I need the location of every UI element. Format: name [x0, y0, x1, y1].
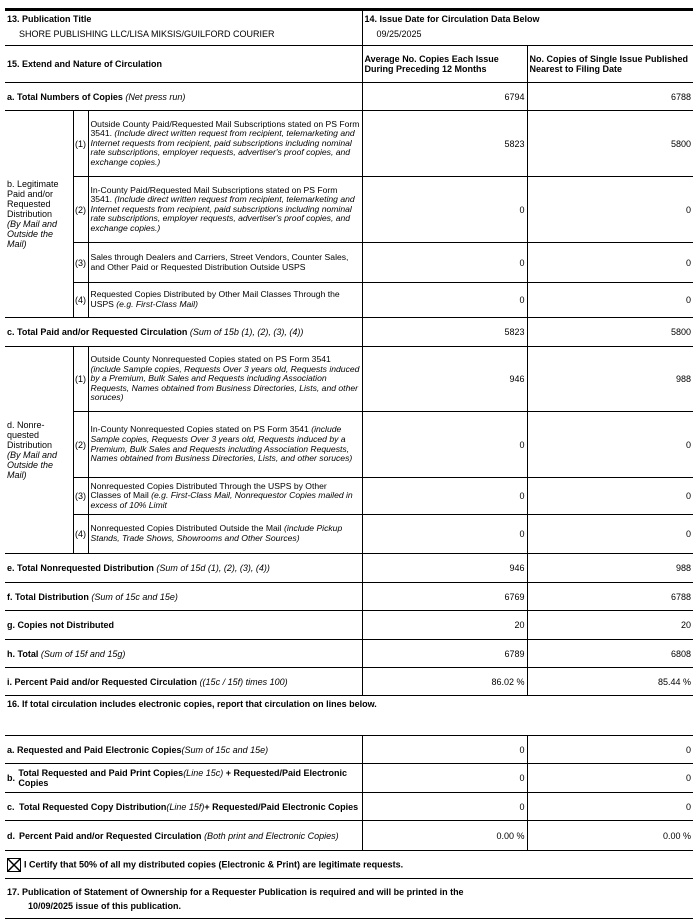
- row-d1: [5, 347, 693, 412]
- group-b-title: b. Legitimate Paid and/or Requested Distribution: [7, 179, 59, 219]
- row-d3-index: (3): [73, 478, 88, 515]
- row-16b-single: 0: [527, 764, 693, 793]
- row-16c-title: Total Requested Copy Distribution: [19, 801, 167, 812]
- row-16a-title: a. Requested and Paid Electronic Copies: [7, 744, 182, 755]
- group-d-note: (By Mail and Outside the Mail): [7, 450, 58, 480]
- row-b1-index: (1): [73, 111, 88, 177]
- row-16b-title2: + Requested/Paid Electronic Copies: [18, 768, 348, 788]
- row-d1-index: (1): [73, 347, 88, 412]
- row-d4-text: Nonrequested Copies Distributed Outside the Mail (include Pickup Stands, Trade Shows, Showrooms and Other Sources): [88, 515, 362, 554]
- row-i-title: i. Percent Paid and/or Requested Circulation: [7, 676, 198, 687]
- row-d2-index: (2): [73, 412, 88, 478]
- group-b-note: (By Mail and Outside the Mail): [7, 219, 58, 249]
- row-h-single: 6808: [527, 640, 693, 668]
- row-b1: [5, 111, 693, 177]
- section16-title-text: 16. If total circulation includes electronic copies, report that circulation on lines below.: [7, 699, 377, 709]
- row-e-label: [5, 554, 362, 583]
- section16-header-row: [5, 696, 693, 736]
- row-b1-avg: 5823: [362, 111, 527, 177]
- row-d2: [5, 412, 693, 478]
- section17-cell: [5, 879, 693, 919]
- row-d2-single: 0: [527, 412, 693, 478]
- section17-line1: 17. Publication of Statement of Ownership for a Requester Publication is required and will be printed in the: [7, 887, 464, 897]
- row-d1-single: 988: [527, 347, 693, 412]
- row-i-note: ((15c / 15f) times 100): [199, 676, 288, 687]
- section17-row: [5, 879, 693, 919]
- row-g: [5, 611, 693, 640]
- row-b2: [5, 177, 693, 243]
- checkbox-x-icon: [7, 858, 21, 872]
- row-h-label: [5, 640, 362, 668]
- row-h-title: h. Total: [7, 648, 39, 659]
- row-16c-title2: + Requested/Paid Electronic Copies: [204, 801, 359, 812]
- row-c-label: [5, 318, 362, 347]
- row-b2-text: In-County Paid/Requested Mail Subscriptions stated on PS Form 3541. (Include direct written request from recipient, telemarketing and Internet requests from recipient, paid subscriptions including nominal rate subscriptions, employer requests, advertiser's proof copies, and exchange copies.): [88, 177, 362, 243]
- row-g-avg: 20: [362, 611, 527, 640]
- row-16d-avg: 0.00 %: [362, 821, 527, 851]
- row-f: [5, 583, 693, 611]
- row-16b-letter: b.: [7, 773, 15, 783]
- row-i-label: [5, 668, 362, 696]
- row-16b-label: [5, 764, 362, 793]
- row-16a-single: 0: [527, 736, 693, 764]
- row-b4-single: 0: [527, 283, 693, 318]
- row-a-single: 6788: [527, 83, 693, 111]
- row-c: [5, 318, 693, 347]
- row-a-note: (Net press run): [125, 91, 186, 102]
- row-16c-single: 0: [527, 793, 693, 821]
- row-a: [5, 83, 693, 111]
- row-e-note: (Sum of 15d (1), (2), (3), (4)): [156, 563, 270, 573]
- row-16d-title: Percent Paid and/or Requested Circulation: [19, 830, 202, 841]
- row-i-avg: 86.02 %: [362, 668, 527, 696]
- row-b1-single: 5800: [527, 111, 693, 177]
- row-f-single: 6788: [527, 583, 693, 611]
- row-b4-index: (4): [73, 283, 88, 318]
- row-d2-avg: 0: [362, 412, 527, 478]
- extent-label: 15. Extend and Nature of Circulation: [5, 46, 362, 83]
- row-e-avg: 946: [362, 554, 527, 583]
- issue-date-cell: [362, 10, 693, 46]
- row-f-label: [5, 583, 362, 611]
- row-b2-avg: 0: [362, 177, 527, 243]
- row-d2-text: In-County Nonrequested Copies stated on PS Form 3541 (include Sample copies, Requests Over 3 years old, Requests induced by a Premium, Bulk Sales and Requests including Association Requests, Names obtained from Business Directories, Lists, and other soruces): [88, 412, 362, 478]
- row-b3: [5, 243, 693, 283]
- publication-title-label: 13. Publication Title: [7, 14, 92, 24]
- col-avg-header: Average No. Copies Each Issue During Preceding 12 Months: [362, 46, 527, 83]
- row-16d-label: [5, 821, 362, 851]
- row-16c: [5, 793, 693, 821]
- row-h: [5, 640, 693, 668]
- row-16d-note: (Both print and Electronic Copies): [204, 830, 339, 841]
- issue-date-value: 09/25/2025: [376, 29, 422, 39]
- row-h-avg: 6789: [362, 640, 527, 668]
- row-b4-avg: 0: [362, 283, 527, 318]
- group-d-label: [5, 347, 73, 554]
- row-b3-text: Sales through Dealers and Carriers, Street Vendors, Counter Sales, and Other Paid or Requested Distribution Outside USPS: [88, 243, 362, 283]
- row-b3-index: (3): [73, 243, 88, 283]
- row-i: [5, 668, 693, 696]
- row-b4-text: Requested Copies Distributed by Other Mail Classes Through the USPS (e.g. First-Class Mail): [88, 283, 362, 318]
- section16-title: [5, 696, 527, 736]
- row-a-avg: 6794: [362, 83, 527, 111]
- group-b-label: [5, 111, 73, 318]
- row-d1-text: Outside County Nonrequested Copies stated on PS Form 3541 (include Sample copies, Requests Over 3 years old, Requests induced by a Premium, Bulk Sales and Requests including Association Requests, Names obtained from Business Directories, Lists, and other soruces): [88, 347, 362, 412]
- row-16b-title: Total Requested and Paid Print Copies: [18, 768, 184, 778]
- row-16d: [5, 821, 693, 851]
- row-16c-note: (Line 15f): [166, 801, 205, 812]
- row-b2-single: 0: [527, 177, 693, 243]
- row-b4: [5, 283, 693, 318]
- row-b3-avg: 0: [362, 243, 527, 283]
- row-c-note: (Sum of 15b (1), (2), (3), (4)): [189, 327, 304, 337]
- row-d4: [5, 515, 693, 554]
- row-g-label: g. Copies not Distributed: [5, 611, 362, 640]
- row-f-note: (Sum of 15c and 15e): [91, 591, 178, 602]
- row-d3: [5, 478, 693, 515]
- row-16d-single: 0.00 %: [527, 821, 693, 851]
- row-f-avg: 6769: [362, 583, 527, 611]
- row-16c-avg: 0: [362, 793, 527, 821]
- row-16b-note: (Line 15c): [183, 768, 224, 778]
- row-a-title: a. Total Numbers of Copies: [7, 91, 123, 102]
- row-16a-avg: 0: [362, 736, 527, 764]
- row-d3-avg: 0: [362, 478, 527, 515]
- row-b1-text: Outside County Paid/Requested Mail Subscriptions stated on PS Form 3541. (Include direct written request from recipient, telemarketing and Internet requests from recipient, paid subscriptions including nominal rate subscriptions, employer requests, advertiser's proof copies, and exchange copies.): [88, 111, 362, 177]
- row-g-single: 20: [527, 611, 693, 640]
- row-h-note: (Sum of 15f and 15g): [40, 648, 126, 659]
- row-d4-index: (4): [73, 515, 88, 554]
- certify-text: I Certify that 50% of all my distributed copies (Electronic & Print) are legitimate requests.: [24, 858, 404, 869]
- row-i-single: 85.44 %: [527, 668, 693, 696]
- certify-row: [5, 851, 693, 879]
- publication-title-value: SHORE PUBLISHING LLC/LISA MIKSIS/GUILFORD COURIER: [19, 29, 275, 39]
- section16-blank: [527, 696, 693, 736]
- row-d3-single: 0: [527, 478, 693, 515]
- row-16b: [5, 764, 693, 793]
- row-16b-avg: 0: [362, 764, 527, 793]
- row-d4-avg: 0: [362, 515, 527, 554]
- row-a-label: [5, 83, 362, 111]
- row-e-title: e. Total Nonrequested Distribution: [7, 563, 154, 573]
- row-c-avg: 5823: [362, 318, 527, 347]
- row-16a: [5, 736, 693, 764]
- row-16c-label: [5, 793, 362, 821]
- row-e-single: 988: [527, 554, 693, 583]
- row-b3-single: 0: [527, 243, 693, 283]
- row-d1-avg: 946: [362, 347, 527, 412]
- row-f-title: f. Total Distribution: [7, 591, 89, 602]
- row-d4-single: 0: [527, 515, 693, 554]
- certify-checkbox[interactable]: [7, 858, 21, 872]
- publication-title-cell: [5, 10, 362, 46]
- issue-date-label: 14. Issue Date for Circulation Data Below: [364, 14, 540, 24]
- row-e: [5, 554, 693, 583]
- row-b2-index: (2): [73, 177, 88, 243]
- col-single-header: No. Copies of Single Issue Published Nearest to Filing Date: [527, 46, 693, 83]
- row-c-single: 5800: [527, 318, 693, 347]
- row-c-title: c. Total Paid and/or Requested Circulation: [7, 327, 188, 337]
- row-16a-label: [5, 736, 362, 764]
- row-16d-letter: d.: [7, 830, 15, 841]
- row-16c-letter: c.: [7, 801, 15, 812]
- section17-line2: 10/09/2025 issue of this publication.: [28, 901, 182, 911]
- circulation-table: [5, 8, 693, 919]
- row-d3-text: Nonrequested Copies Distributed Through the USPS by Other Classes of Mail (e.g. First-Class Mail, Nonrequestor Copies mailed in excess of 10% Limit: [88, 478, 362, 515]
- group-d-title: d. Nonre-quested Distribution: [7, 420, 53, 450]
- certify-cell: [5, 851, 693, 879]
- row-16a-note: (Sum of 15c and 15e): [181, 744, 269, 755]
